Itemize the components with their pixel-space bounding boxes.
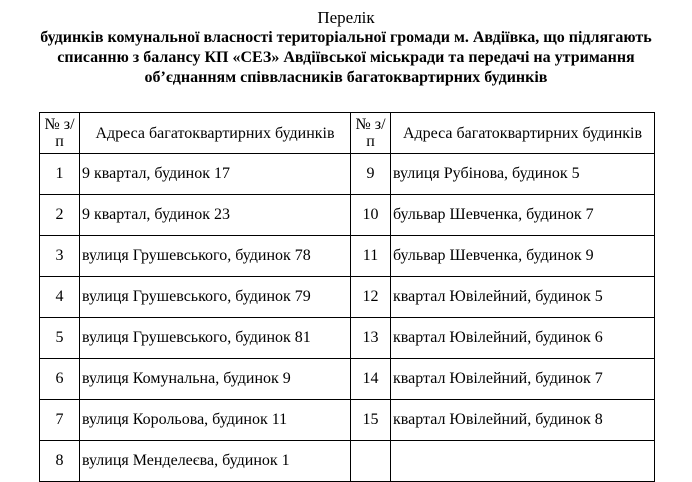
header-num-right: № з/п <box>351 113 391 154</box>
row-address-left: вулиця Грушевського, будинок 81 <box>80 318 351 359</box>
row-num-left: 8 <box>40 441 80 482</box>
row-num-right: 12 <box>351 277 391 318</box>
table-row <box>40 441 655 482</box>
row-num-right: 14 <box>351 359 391 400</box>
row-address-left: 9 квартал, будинок 23 <box>80 195 351 236</box>
row-address-right: вулиця Рубінова, будинок 5 <box>391 154 655 195</box>
row-address-right: бульвар Шевченка, будинок 7 <box>391 195 655 236</box>
title-line-2: будинків комунальної власності територіальної громади м. Авдіївка, що підлягають <box>40 29 652 46</box>
row-num-right: 10 <box>351 195 391 236</box>
title-line-3: списанню з балансу КП «СЕЗ» Авдіївської міськради та передачі на утримання <box>57 49 635 66</box>
row-num-left: 3 <box>40 236 80 277</box>
document-title <box>0 8 692 88</box>
row-num-right <box>351 441 391 482</box>
header-num-left: № з/п <box>40 113 80 154</box>
row-num-left: 2 <box>40 195 80 236</box>
table-header-row <box>40 113 655 154</box>
header-address-left: Адреса багатоквартирних будинків <box>80 113 351 154</box>
header-address-right: Адреса багатоквартирних будинків <box>391 113 655 154</box>
title-line-1: Перелік <box>317 8 375 27</box>
row-address-right: квартал Ювілейний, будинок 7 <box>391 359 655 400</box>
row-num-left: 6 <box>40 359 80 400</box>
buildings-table <box>39 112 655 482</box>
table-row <box>40 236 655 277</box>
table-row <box>40 359 655 400</box>
row-address-right: квартал Ювілейний, будинок 6 <box>391 318 655 359</box>
title-line-4: об’єднанням співвласників багатоквартирних будинків <box>144 69 548 86</box>
row-num-left: 5 <box>40 318 80 359</box>
row-address-right: квартал Ювілейний, будинок 5 <box>391 277 655 318</box>
row-num-right: 15 <box>351 400 391 441</box>
row-address-left: вулиця Комунальна, будинок 9 <box>80 359 351 400</box>
row-num-right: 9 <box>351 154 391 195</box>
row-num-left: 1 <box>40 154 80 195</box>
table-row <box>40 154 655 195</box>
row-address-right: бульвар Шевченка, будинок 9 <box>391 236 655 277</box>
row-num-left: 7 <box>40 400 80 441</box>
row-address-left: вулиця Грушевського, будинок 78 <box>80 236 351 277</box>
row-address-left: вулиця Менделеєва, будинок 1 <box>80 441 351 482</box>
table-row <box>40 318 655 359</box>
row-num-right: 11 <box>351 236 391 277</box>
table-row <box>40 195 655 236</box>
row-num-right: 13 <box>351 318 391 359</box>
table-row <box>40 400 655 441</box>
row-address-right <box>391 441 655 482</box>
row-num-left: 4 <box>40 277 80 318</box>
table-row <box>40 277 655 318</box>
row-address-left: вулиця Грушевського, будинок 79 <box>80 277 351 318</box>
row-address-left: вулиця Корольова, будинок 11 <box>80 400 351 441</box>
row-address-left: 9 квартал, будинок 17 <box>80 154 351 195</box>
row-address-right: квартал Ювілейний, будинок 8 <box>391 400 655 441</box>
